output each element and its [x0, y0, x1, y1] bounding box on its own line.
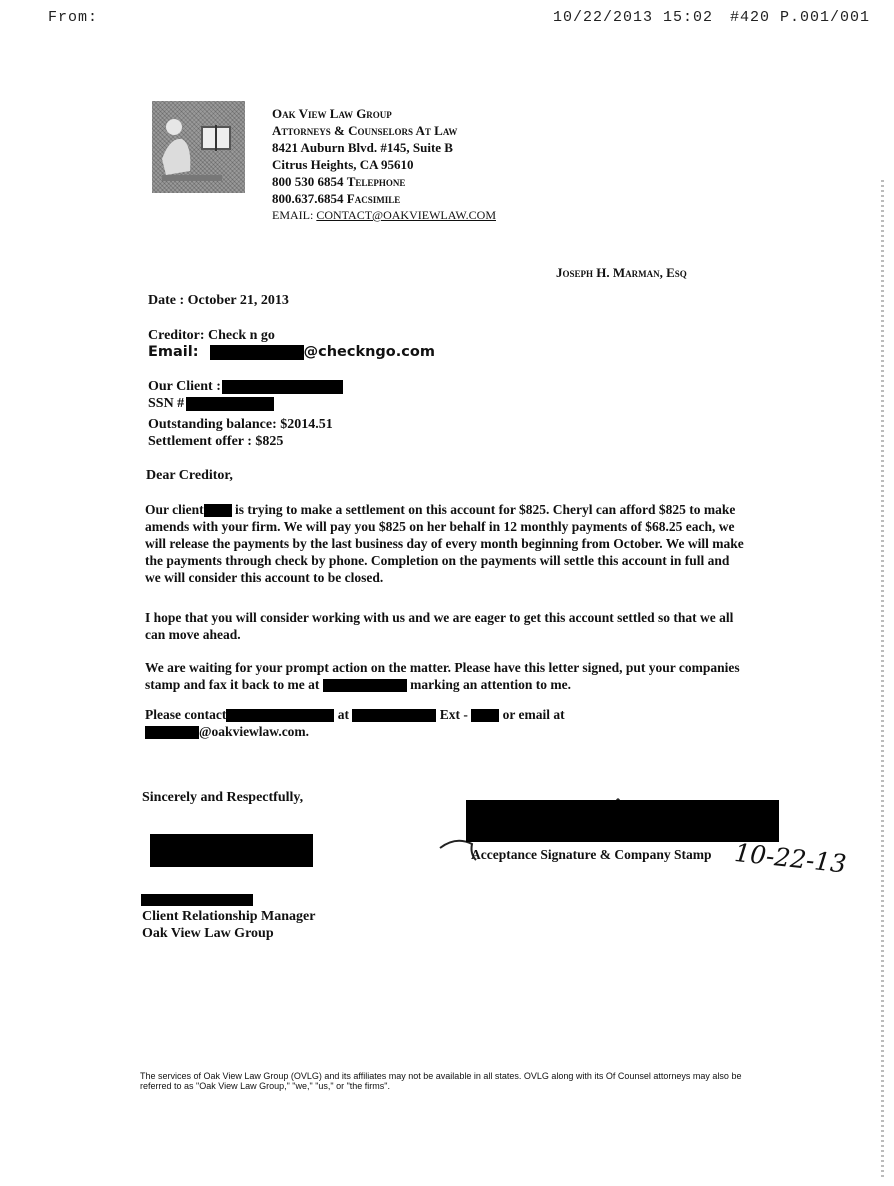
firm-fax-number: 800.637.6854 [272, 191, 344, 206]
firm-address-line1: 8421 Auburn Blvd. #145, Suite B [272, 140, 453, 155]
paragraph-2: I hope that you will consider working with us and we are eager to get this account settled so that we all can move ahead. [145, 610, 734, 642]
firm-phone-label: Telephone [346, 174, 406, 189]
redaction-block [210, 345, 304, 360]
signer-name-redaction [141, 894, 253, 906]
creditor-email-domain: @checkngo.com [303, 344, 435, 360]
firm-fax-label: Facsimile [346, 191, 401, 206]
redaction-block [323, 679, 407, 692]
contact-lead: Please contact [145, 707, 227, 722]
signature-redaction [150, 834, 313, 867]
footer-disclaimer: The services of Oak View Law Group (OVLG) and its affiliates may not be available in all states. OVLG along with its Of Counsel attorneys may also be referred to as "Oak View Law Group," "we," "us," or "the firms". [140, 1071, 742, 1091]
fax-datetime: 10/22/2013 15:02 [553, 9, 714, 26]
signer-firm: Oak View Law Group [142, 926, 274, 941]
attorney-name: Joseph H. Marman, Esq [556, 265, 687, 280]
firm-email-link[interactable]: CONTACT@OAKVIEWLAW.COM [316, 208, 496, 222]
firm-address-line2: Citrus Heights, CA 95610 [272, 157, 414, 172]
firm-phone [272, 173, 405, 190]
creditor-email-line [148, 344, 435, 360]
closing: Sincerely and Respectfully, [142, 790, 304, 805]
redaction-block [145, 726, 199, 739]
firm-logo [152, 101, 245, 193]
salutation: Dear Creditor, [146, 468, 233, 483]
contact-or-email: or email at [499, 707, 565, 722]
redaction-block [186, 397, 274, 411]
creditor-email-label: Email: [148, 344, 199, 360]
contact-email-domain: @oakviewlaw.com. [199, 724, 310, 739]
settlement-offer: Settlement offer : $825 [148, 434, 284, 449]
paragraph-1 [145, 501, 745, 586]
redaction-block [352, 709, 436, 722]
firm-phone-number: 800 530 6854 [272, 174, 344, 189]
redaction-block [222, 380, 343, 394]
firm-email [272, 207, 496, 224]
paragraph-3-a: We are waiting for your prompt action on the matter. Please have this letter signed, put your companies stamp and fax it back to me at [145, 660, 740, 692]
redaction-block [471, 709, 499, 722]
redaction-block [226, 709, 334, 722]
client-label: Our Client : [148, 379, 221, 394]
contact-paragraph [145, 706, 745, 740]
scan-edge [881, 180, 884, 1180]
firm-tagline: Attorneys & Counselors At Law [272, 123, 458, 138]
fax-page-info: #420 P.001/001 [730, 9, 871, 26]
ssn-label: SSN # [148, 396, 185, 411]
creditor-line: Creditor: Check n go [148, 328, 275, 343]
paragraph-3-b: marking an attention to me. [406, 677, 571, 692]
redaction-block [204, 504, 232, 517]
handwritten-date: 10-22-13 [732, 838, 848, 879]
paragraph-1-body: is trying to make a settlement on this account for $825. Cheryl can afford $825 to make amends with your firm. We will pay you $825 on her behalf in 12 monthly payments of $68.25 each, we will release the payments by the last business day of every month beginning from October. We will make the payments through check by phone. Completion on the payments will settle this account in full and we will consider this account to be closed. [145, 502, 744, 585]
contact-at: at [334, 707, 353, 722]
paragraph-3 [145, 659, 745, 693]
paragraph-1-lead: Our client [145, 502, 204, 517]
outstanding-balance: Outstanding balance: $2014.51 [148, 417, 333, 432]
acceptance-signature-redaction [466, 800, 779, 842]
letter-date: Date : October 21, 2013 [148, 293, 289, 308]
signer-title: Client Relationship Manager [142, 909, 316, 924]
ssn-line [148, 396, 274, 412]
firm-name: Oak View Law Group [272, 106, 392, 121]
firm-fax [272, 190, 400, 207]
contact-ext: Ext - [436, 707, 472, 722]
fax-from-label: From: [48, 9, 99, 26]
firm-email-label: EMAIL: [272, 208, 314, 222]
acceptance-label: Acceptance Signature & Company Stamp [471, 847, 712, 862]
client-line [148, 379, 343, 395]
